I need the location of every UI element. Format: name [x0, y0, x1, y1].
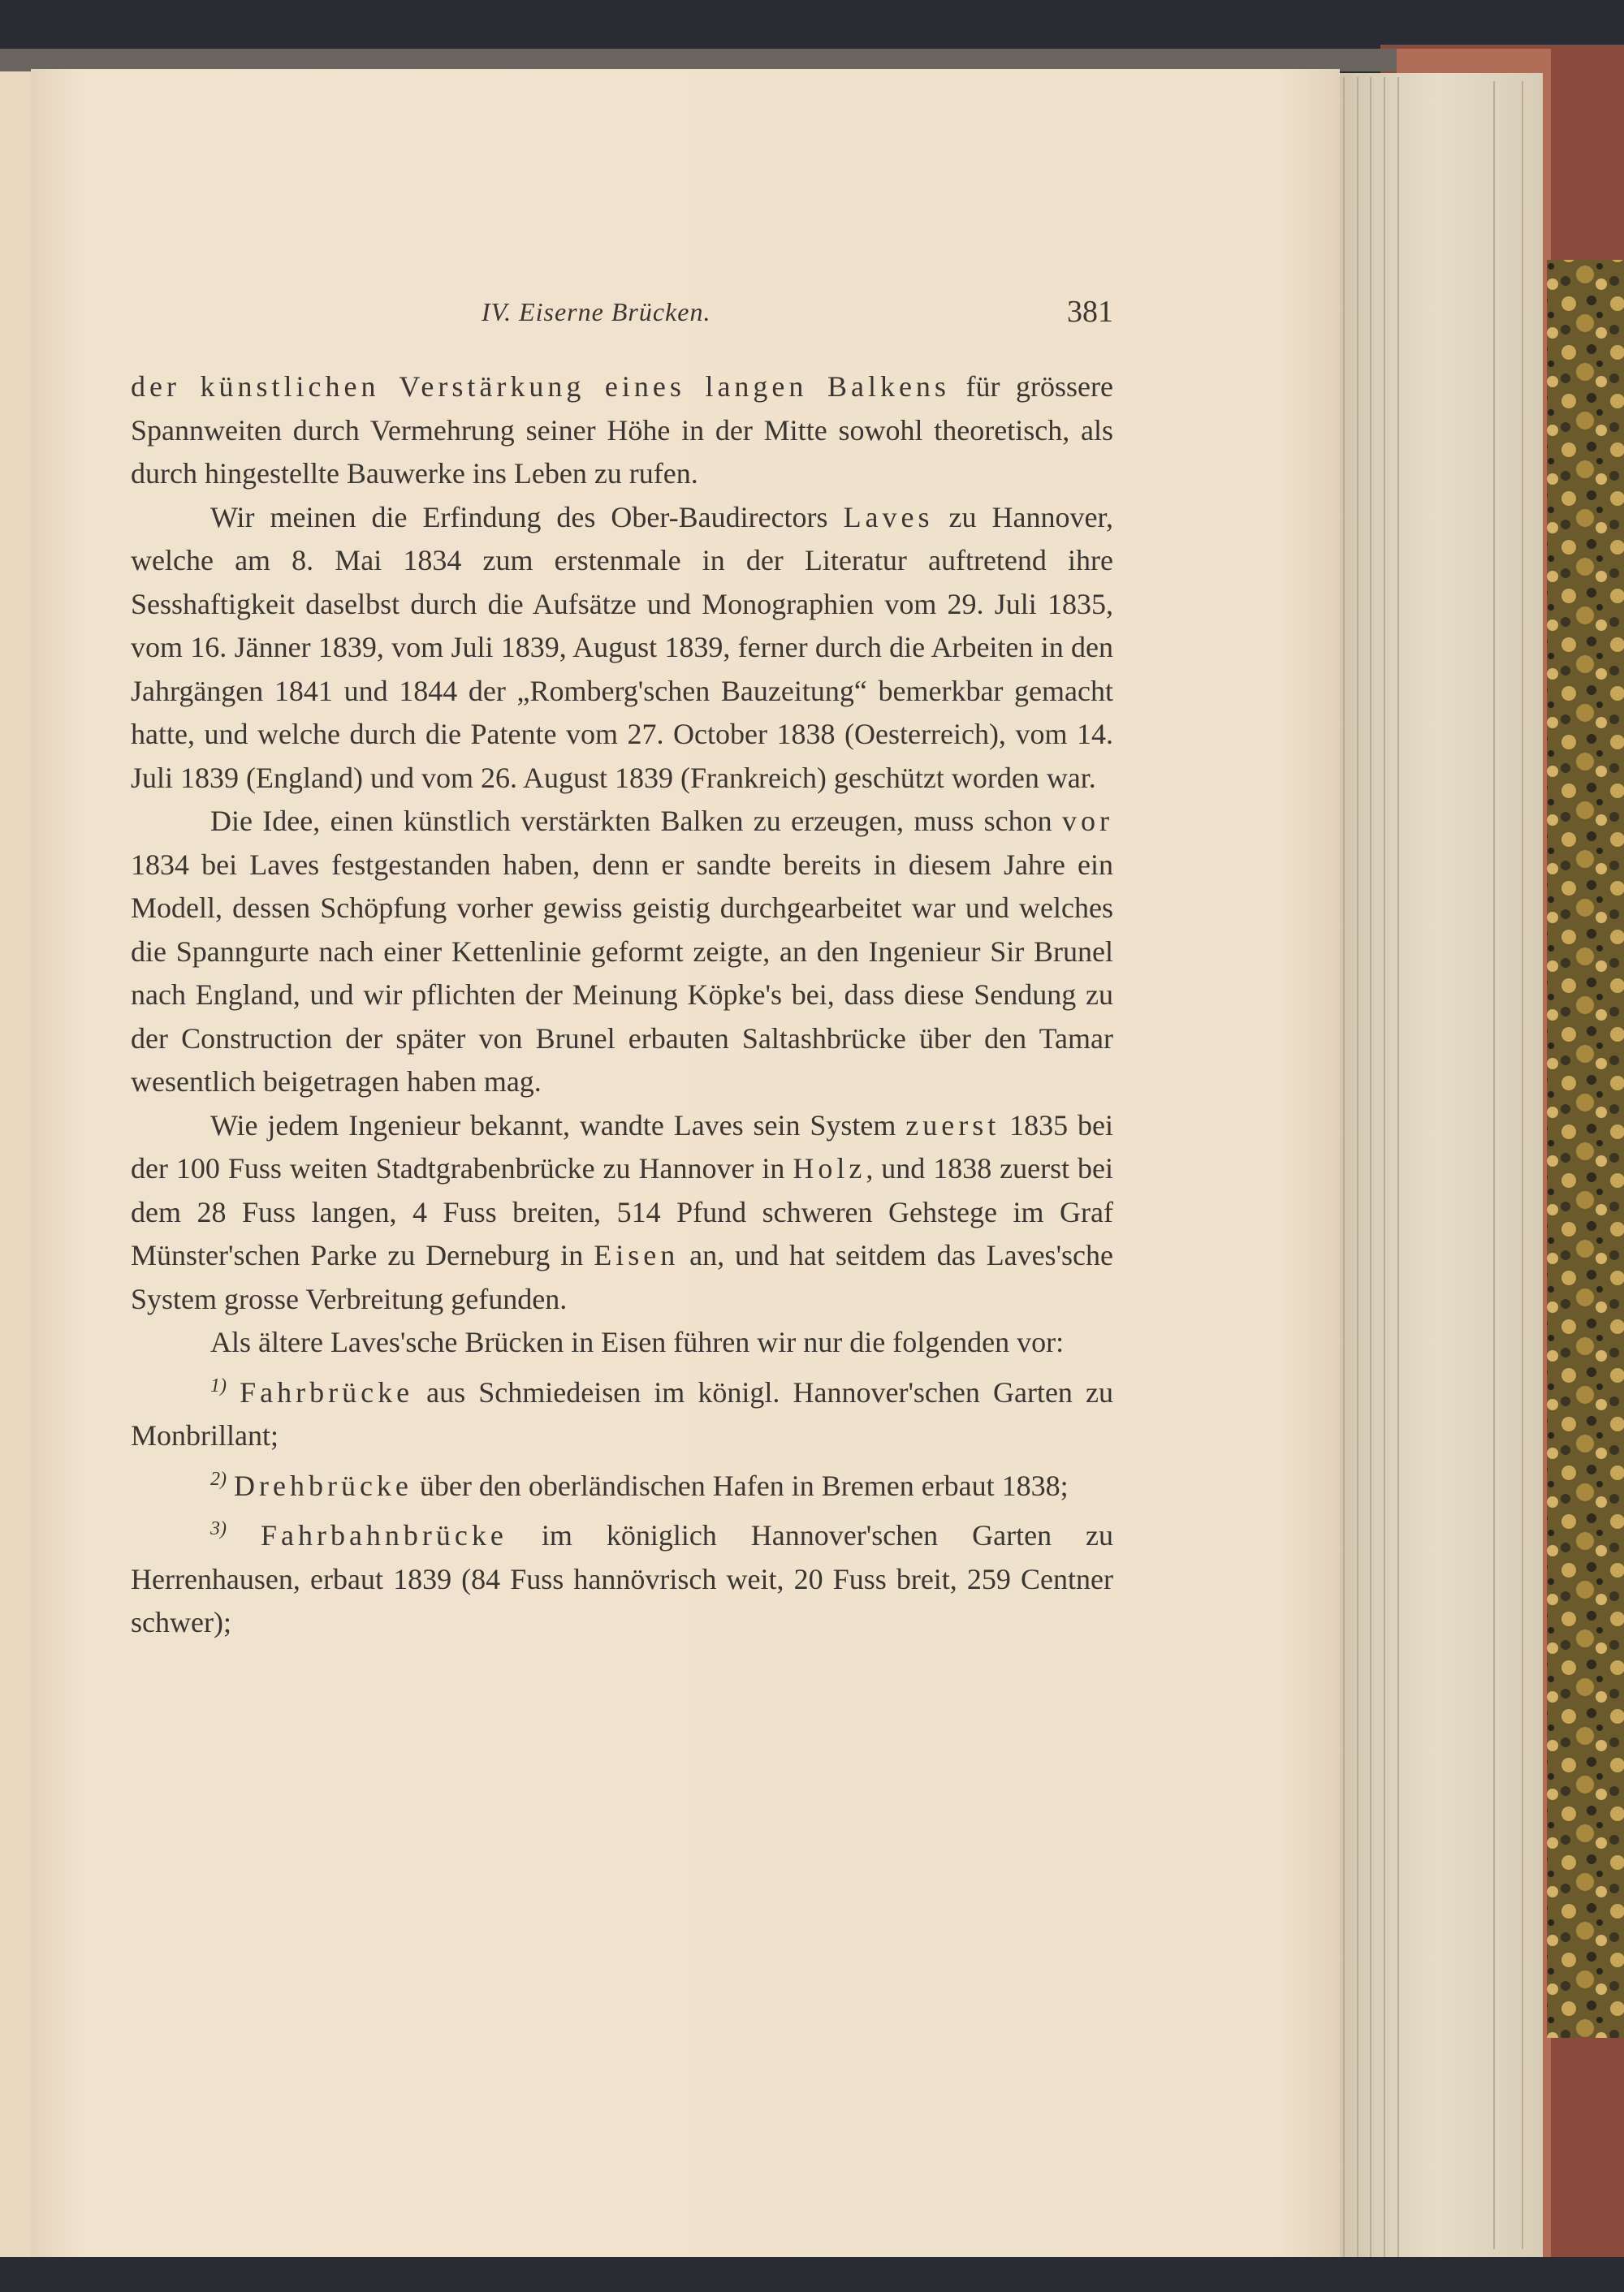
list-item-text: über den oberländischen Hafen in Bremen erbaut 1838;	[419, 1469, 1069, 1502]
page-number: 381	[1067, 295, 1113, 329]
paragraph-4	[131, 1104, 1113, 1322]
paragraph-4-d: an, und hat seitdem das Laves'sche System grosse Verbreitung gefunden.	[131, 1239, 1114, 1315]
list-item-name: Drehbrücke	[234, 1469, 412, 1502]
list-item-name: Fahrbrücke	[240, 1375, 414, 1409]
list-item-text: aus Schmiedeisen im königl. Hannover'schen Garten zu Monbrillant;	[131, 1375, 1114, 1452]
list-item	[131, 1365, 1113, 1458]
list-item-marker: 1)	[210, 1375, 227, 1396]
paragraph-3	[131, 800, 1113, 1104]
paragraph-4-holz: Holz	[793, 1152, 866, 1185]
paragraph-4-c: , und 1838 zuerst bei dem 28 Fuss langen, 4 Fuss breiten, 514 Pfund schweren Gehstege im Graf Münster'schen Parke zu Derneburg in	[131, 1152, 1114, 1271]
list-item	[131, 1458, 1113, 1509]
list-item-marker: 3)	[210, 1518, 227, 1539]
paragraph-1-spaced: der künstlichen Verstärkung eines langen Balkens	[131, 370, 950, 403]
list-item-text: im königlich Hannover'schen Garten zu Herrenhausen, erbaut 1839 (84 Fuss hannövrisch weit, 20 Fuss breit, 259 Centner schwer);	[131, 1519, 1114, 1638]
paragraph-3-b: 1834 bei Laves festgestanden haben, denn er sandte bereits in diesem Jahre ein Modell, dessen Schöpfung vorher gewiss geistig durchgearbeitet war und welches die Spanngurte nach einer Kettenlinie geformt zeigte, an den Ingenieur Sir Brunel nach England, und wir pflichten der Meinung Köpke's bei, dass diese Sendung zu der Construction der später von Brunel erbauten Saltashbrücke über den Tamar wesentlich beigetragen haben mag.	[131, 848, 1113, 1098]
paragraph-5	[131, 1321, 1113, 1365]
left-page-edge	[0, 57, 34, 2265]
paragraph-2-b: zu Hannover, welche am 8. Mai 1834 zum erstenmale in der Literatur auftretend ihre Sesshaftigkeit daselbst durch die Aufsätze und Monographien vom 29. Juli 1835, vom 16. Jänner 1839, vom Juli 1839, August 1839, ferner durch die Arbeiten in den Jahrgängen 1841 und 1844 der „Romberg'schen Bauzeitung“ bemerkbar gemacht hatte, und welche durch die Patente vom 27. October 1838 (Oesterreich), vom 14. Juli 1839 (England) und vom 26. August 1839 (Frankreich) geschützt worden war.	[131, 500, 1114, 794]
paragraph-3-vor: vor	[1062, 805, 1114, 837]
top-binding-strip	[0, 49, 1397, 71]
paragraph-2	[131, 496, 1113, 801]
marbled-endpaper	[1547, 260, 1624, 2038]
paragraph-3-a: Die Idee, einen künstlich verstärkten Balken zu erzeugen, muss schon	[210, 805, 1052, 837]
list-item-marker: 2)	[210, 1468, 227, 1490]
paragraph-4-eisen: Eisen	[594, 1239, 680, 1271]
bottom-shadow	[0, 2257, 1624, 2292]
paragraph-2-name: Laves	[843, 500, 934, 533]
page-stack-edges	[1332, 73, 1543, 2265]
page-body	[131, 365, 1113, 1645]
list-item-name: Fahrbahnbrücke	[260, 1519, 508, 1552]
paragraph-5-text: Als ältere Laves'sche Brücken in Eisen führen wir nur die folgenden vor:	[210, 1326, 1065, 1358]
paragraph-2-a: Wir meinen die Erfindung des Ober-Baudirectors	[210, 500, 828, 533]
list-item	[131, 1508, 1113, 1645]
paragraph-4-zuerst: zuerst	[905, 1108, 1000, 1142]
running-title: IV. Eiserne Brücken.	[482, 297, 711, 326]
paragraph-4-b: 1835 bei der 100 Fuss weiten Stadtgrabenbrücke zu Hannover in	[131, 1108, 1113, 1185]
paragraph-4-a: Wie jedem Ingenieur bekannt, wandte Laves sein System	[210, 1108, 896, 1142]
paragraph-1-text: für grössere Spannweiten durch Vermehrung seiner Höhe in der Mitte sowohl theoretisch, als durch hingestellte Bauwerke ins Leben zu rufen.	[131, 370, 1114, 490]
paragraph-1	[131, 365, 1113, 496]
running-header	[131, 294, 1113, 335]
